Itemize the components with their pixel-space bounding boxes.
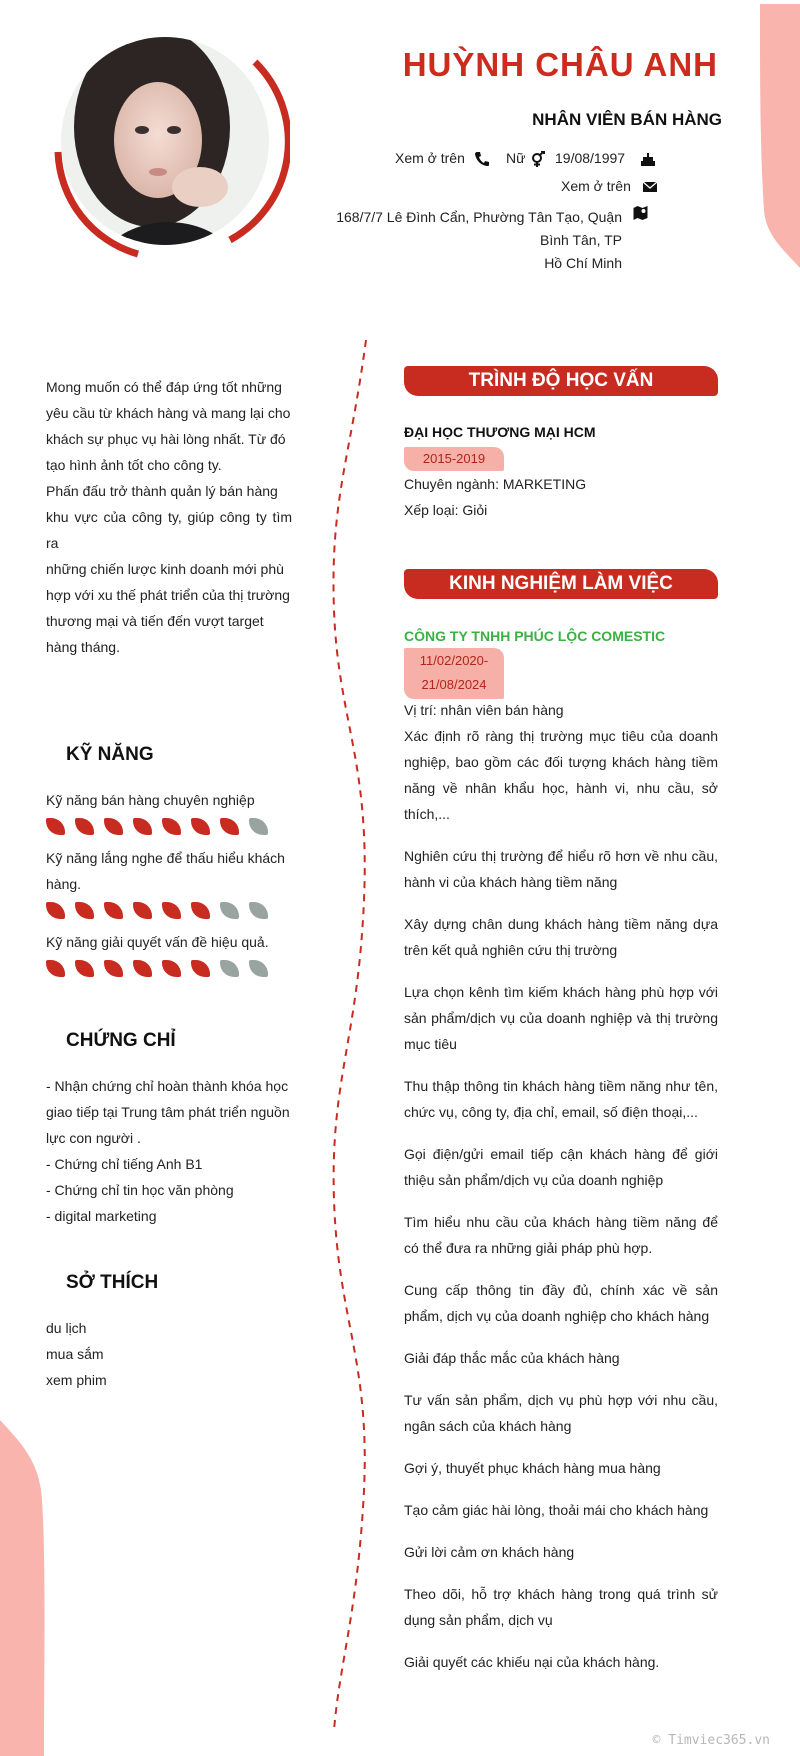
rating-leaf — [249, 902, 268, 919]
rating-leaf — [191, 818, 210, 835]
objective-line: khu vực của công ty, giúp công ty tìm ra — [46, 509, 292, 551]
certificates-list — [46, 1073, 292, 1229]
phone-info — [395, 150, 491, 167]
rating-leaf — [46, 818, 65, 835]
birthday-info — [555, 150, 657, 167]
skill-rating — [46, 902, 268, 919]
email-text: Xem ở trên — [561, 178, 631, 194]
rating-leaf — [220, 902, 239, 919]
certificate-line: giao tiếp tại Trung tâm phát triển nguồn — [46, 1104, 290, 1120]
objective-line: Mong muốn có thể đáp ứng tốt những — [46, 379, 282, 395]
skill-label-line: Kỹ năng lắng nghe để thấu hiểu khách — [46, 850, 285, 866]
rating-leaf — [104, 902, 123, 919]
skill-label: Kỹ năng giải quyết vấn đề hiệu quả. — [46, 934, 269, 950]
duty-item: Tư vấn sản phẩm, dịch vụ phù hợp với nhu cầu, ngân sách của khách hàng — [404, 1392, 718, 1434]
career-objective — [46, 374, 292, 660]
rating-leaf — [46, 960, 65, 977]
rating-leaf — [249, 818, 268, 835]
duty-item: Giải đáp thắc mắc của khách hàng — [404, 1350, 620, 1366]
rating-leaf — [220, 960, 239, 977]
rating-leaf — [162, 902, 181, 919]
duty-item: Tạo cảm giác hài lòng, thoải mái cho khách hàng — [404, 1502, 709, 1518]
duty-item: Xây dựng chân dung khách hàng tiềm năng dựa trên kết quả nghiên cứu thị trường — [404, 916, 718, 958]
certificate-line: - digital marketing — [46, 1208, 157, 1224]
rating-leaf — [249, 960, 268, 977]
email-info — [561, 178, 659, 195]
skill-rating — [46, 818, 268, 835]
objective-line: Phấn đấu trở thành quản lý bán hàng — [46, 483, 278, 499]
map-icon — [632, 205, 649, 221]
rating-leaf — [75, 902, 94, 919]
skill-label — [46, 845, 292, 897]
corner-decoration-bottom — [0, 1420, 46, 1756]
hobby-item: du lịch — [46, 1320, 87, 1336]
education-period: 2015-2019 — [404, 447, 504, 471]
rating-leaf — [220, 818, 239, 835]
certificates-title: CHỨNG CHỈ — [66, 1030, 176, 1051]
rating-leaf — [162, 818, 181, 835]
phone-text: Xem ở trên — [395, 150, 465, 166]
experience-date-start: 11/02/2020- — [419, 653, 489, 668]
skill-label-line: hàng. — [46, 876, 82, 892]
watermark: © Timviec365.vn — [652, 1733, 770, 1748]
duty-item: Nghiên cứu thị trường để hiểu rõ hơn về nhu cầu, hành vi của khách hàng tiềm năng — [404, 848, 718, 890]
rating-leaf — [75, 818, 94, 835]
skills-title: KỸ NĂNG — [66, 744, 154, 765]
rating-leaf — [162, 960, 181, 977]
duty-item: Gửi lời cảm ơn khách hàng — [404, 1544, 575, 1560]
hobby-item: mua sắm — [46, 1346, 104, 1362]
avatar — [40, 22, 290, 260]
hobbies-list — [46, 1315, 292, 1393]
duty-item: Xác định rõ ràng thị trường mục tiêu của doanh nghiệp, bao gồm các đối tượng khách hàng tiềm năng về nhân khẩu học, hành vi, nhu cầu, sở thích,... — [404, 728, 718, 822]
gender-text: Nữ — [506, 150, 526, 166]
address-line-2: Hồ Chí Minh — [544, 255, 622, 271]
duty-item: Lựa chọn kênh tìm kiếm khách hàng phù hợp với sản phẩm/dịch vụ của doanh nghiệp và thị trường mục tiêu — [404, 984, 718, 1052]
experience-title: KINH NGHIỆM LÀM VIỆC — [404, 569, 718, 599]
certificate-line: lực con người . — [46, 1130, 141, 1146]
duty-item: Theo dõi, hỗ trợ khách hàng trong quá trình sử dụng sản phẩm, dịch vụ — [404, 1586, 718, 1628]
objective-line: khách sự phục vụ hài lòng nhất. Từ đó — [46, 431, 286, 447]
phone-icon — [473, 151, 491, 167]
rating-leaf — [104, 960, 123, 977]
job-title: NHÂN VIÊN BÁN HÀNG — [532, 110, 722, 129]
education-grade: Xếp loại: Giỏi — [404, 502, 488, 518]
objective-line: thương mại và tiến đến vượt target — [46, 613, 264, 629]
certificate-line: - Nhận chứng chỉ hoàn thành khóa học — [46, 1078, 289, 1094]
objective-line: hàng tháng. — [46, 639, 120, 655]
birthday-text: 19/08/1997 — [555, 150, 626, 166]
envelope-icon — [641, 179, 659, 195]
birthday-cake-icon — [639, 151, 657, 167]
duty-item: Giải quyết các khiếu nại của khách hàng. — [404, 1654, 660, 1670]
skill-label: Kỹ năng bán hàng chuyên nghiệp — [46, 792, 255, 808]
education-title: TRÌNH ĐỘ HỌC VẤN — [404, 366, 718, 396]
hobbies-title: SỞ THÍCH — [66, 1272, 159, 1293]
rating-leaf — [104, 818, 123, 835]
address-info — [304, 206, 622, 275]
gender-info — [506, 150, 547, 167]
experience-date-end: 21/08/2024 — [421, 677, 487, 692]
certificate-line: - Chứng chỉ tiếng Anh B1 — [46, 1156, 203, 1172]
education-major: Chuyên ngành: MARKETING — [404, 476, 587, 492]
rating-leaf — [133, 960, 152, 977]
position: Vị trí: nhân viên bán hàng — [404, 702, 564, 718]
objective-line: hợp với xu thế phát triển của thị trường — [46, 587, 290, 603]
rating-leaf — [46, 902, 65, 919]
rating-leaf — [75, 960, 94, 977]
duty-item: Cung cấp thông tin đầy đủ, chính xác về sản phẩm, dịch vụ của doanh nghiệp cho khách hàng — [404, 1282, 718, 1324]
rating-leaf — [191, 902, 210, 919]
objective-line: những chiến lược kinh doanh mới phù — [46, 561, 284, 577]
school-name: ĐẠI HỌC THƯƠNG MẠI HCM — [404, 424, 596, 440]
rating-leaf — [133, 902, 152, 919]
company-name: CÔNG TY TNHH PHÚC LỘC COMESTIC — [404, 628, 666, 644]
objective-line: yêu cầu từ khách hàng và mang lại cho — [46, 405, 291, 421]
wavy-divider — [330, 340, 370, 1730]
experience-period — [404, 648, 504, 699]
address-line-1: 168/7/7 Lê Đình Cẩn, Phường Tân Tạo, Quận Bình Tân, TP — [336, 209, 622, 248]
rating-leaf — [133, 818, 152, 835]
gender-icon — [529, 151, 547, 167]
hobby-item: xem phim — [46, 1372, 107, 1388]
certificate-line: - Chứng chỉ tin học văn phòng — [46, 1182, 234, 1198]
candidate-name: HUỲNH CHÂU ANH — [402, 46, 718, 83]
duty-item: Tìm hiểu nhu cầu của khách hàng tiềm năng để có thể đưa ra những giải pháp phù hợp. — [404, 1214, 718, 1256]
objective-line: tạo hình ảnh tốt cho công ty. — [46, 457, 222, 473]
rating-leaf — [191, 960, 210, 977]
skill-rating — [46, 960, 268, 977]
duty-item: Gọi điện/gửi email tiếp cận khách hàng để giới thiệu sản phẩm/dịch vụ của doanh nghiệp — [404, 1146, 718, 1188]
duty-item: Gợi ý, thuyết phục khách hàng mua hàng — [404, 1460, 661, 1476]
experience-details — [404, 697, 718, 1691]
corner-decoration-top — [758, 0, 800, 268]
duty-item: Thu thập thông tin khách hàng tiềm năng như tên, chức vụ, công ty, địa chỉ, email, số điện thoại,... — [404, 1078, 718, 1120]
